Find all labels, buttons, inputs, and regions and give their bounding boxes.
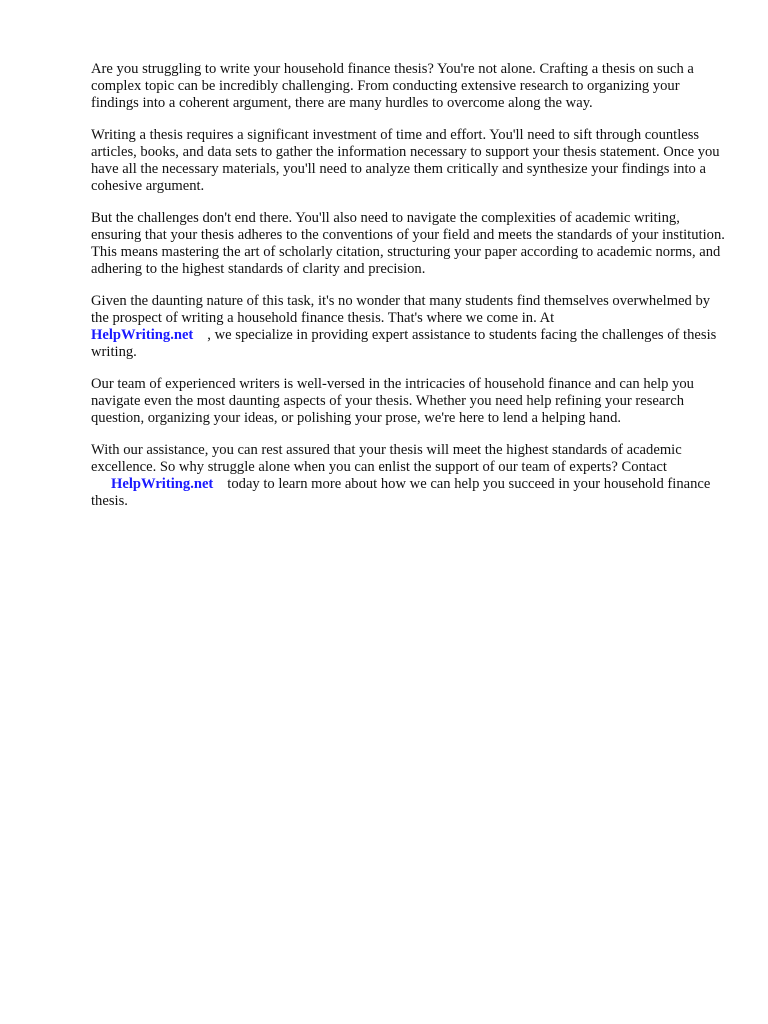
paragraph-challenges: But the challenges don't end there. You'll also need to navigate the complexities of academic writing, ensuring that your thesis adheres to the conventions of your field and meets the standards of your institution. This means mastering the art of scholarly citation, structuring your paper according to academic norms, and adhering to the highest standards of clarity and precision. [91,210,725,277]
paragraph-contact [91,442,731,510]
paragraph-service-text-before: Given the daunting nature of this task, it's no wonder that many students find themselves overwhelmed by the prospect of writing a household finance thesis. That's where we come in. At [91,293,711,326]
paragraph-intro: Are you struggling to write your household finance thesis? You're not alone. Crafting a thesis on such a complex topic can be incredibly challenging. From conducting extensive research to organizing your findings into a coherent argument, there are many hurdles to overcome along the way. [91,61,694,111]
helpwriting-contact-link[interactable]: HelpWriting.net [111,476,214,492]
helpwriting-link[interactable]: HelpWriting.net [91,327,194,343]
paragraph-service [91,293,731,361]
document-body [91,61,731,525]
paragraph-service-text-after: , we specialize in providing expert assistance to students facing the challenges of thesis writing. [91,327,717,360]
paragraph-contact-text-after: today to learn more about how we can help you succeed in your household finance thesis. [91,476,711,509]
paragraph-contact-text-before: With our assistance, you can rest assured that your thesis will meet the highest standards of academic excellence. So why struggle alone when you can enlist the support of our team of experts? Contact [91,442,682,475]
paragraph-effort: Writing a thesis requires a significant investment of time and effort. You'll need to sift through countless articles, books, and data sets to gather the information necessary to support your thesis statement. Once you have all the necessary materials, you'll need to analyze them critically and synthesize your findings into a cohesive argument. [91,127,720,194]
paragraph-team: Our team of experienced writers is well-versed in the intricacies of household finance and can help you navigate even the most daunting aspects of your thesis. Whether you need help refining your research question, organizing your ideas, or polishing your prose, we're here to lend a helping hand. [91,376,694,426]
